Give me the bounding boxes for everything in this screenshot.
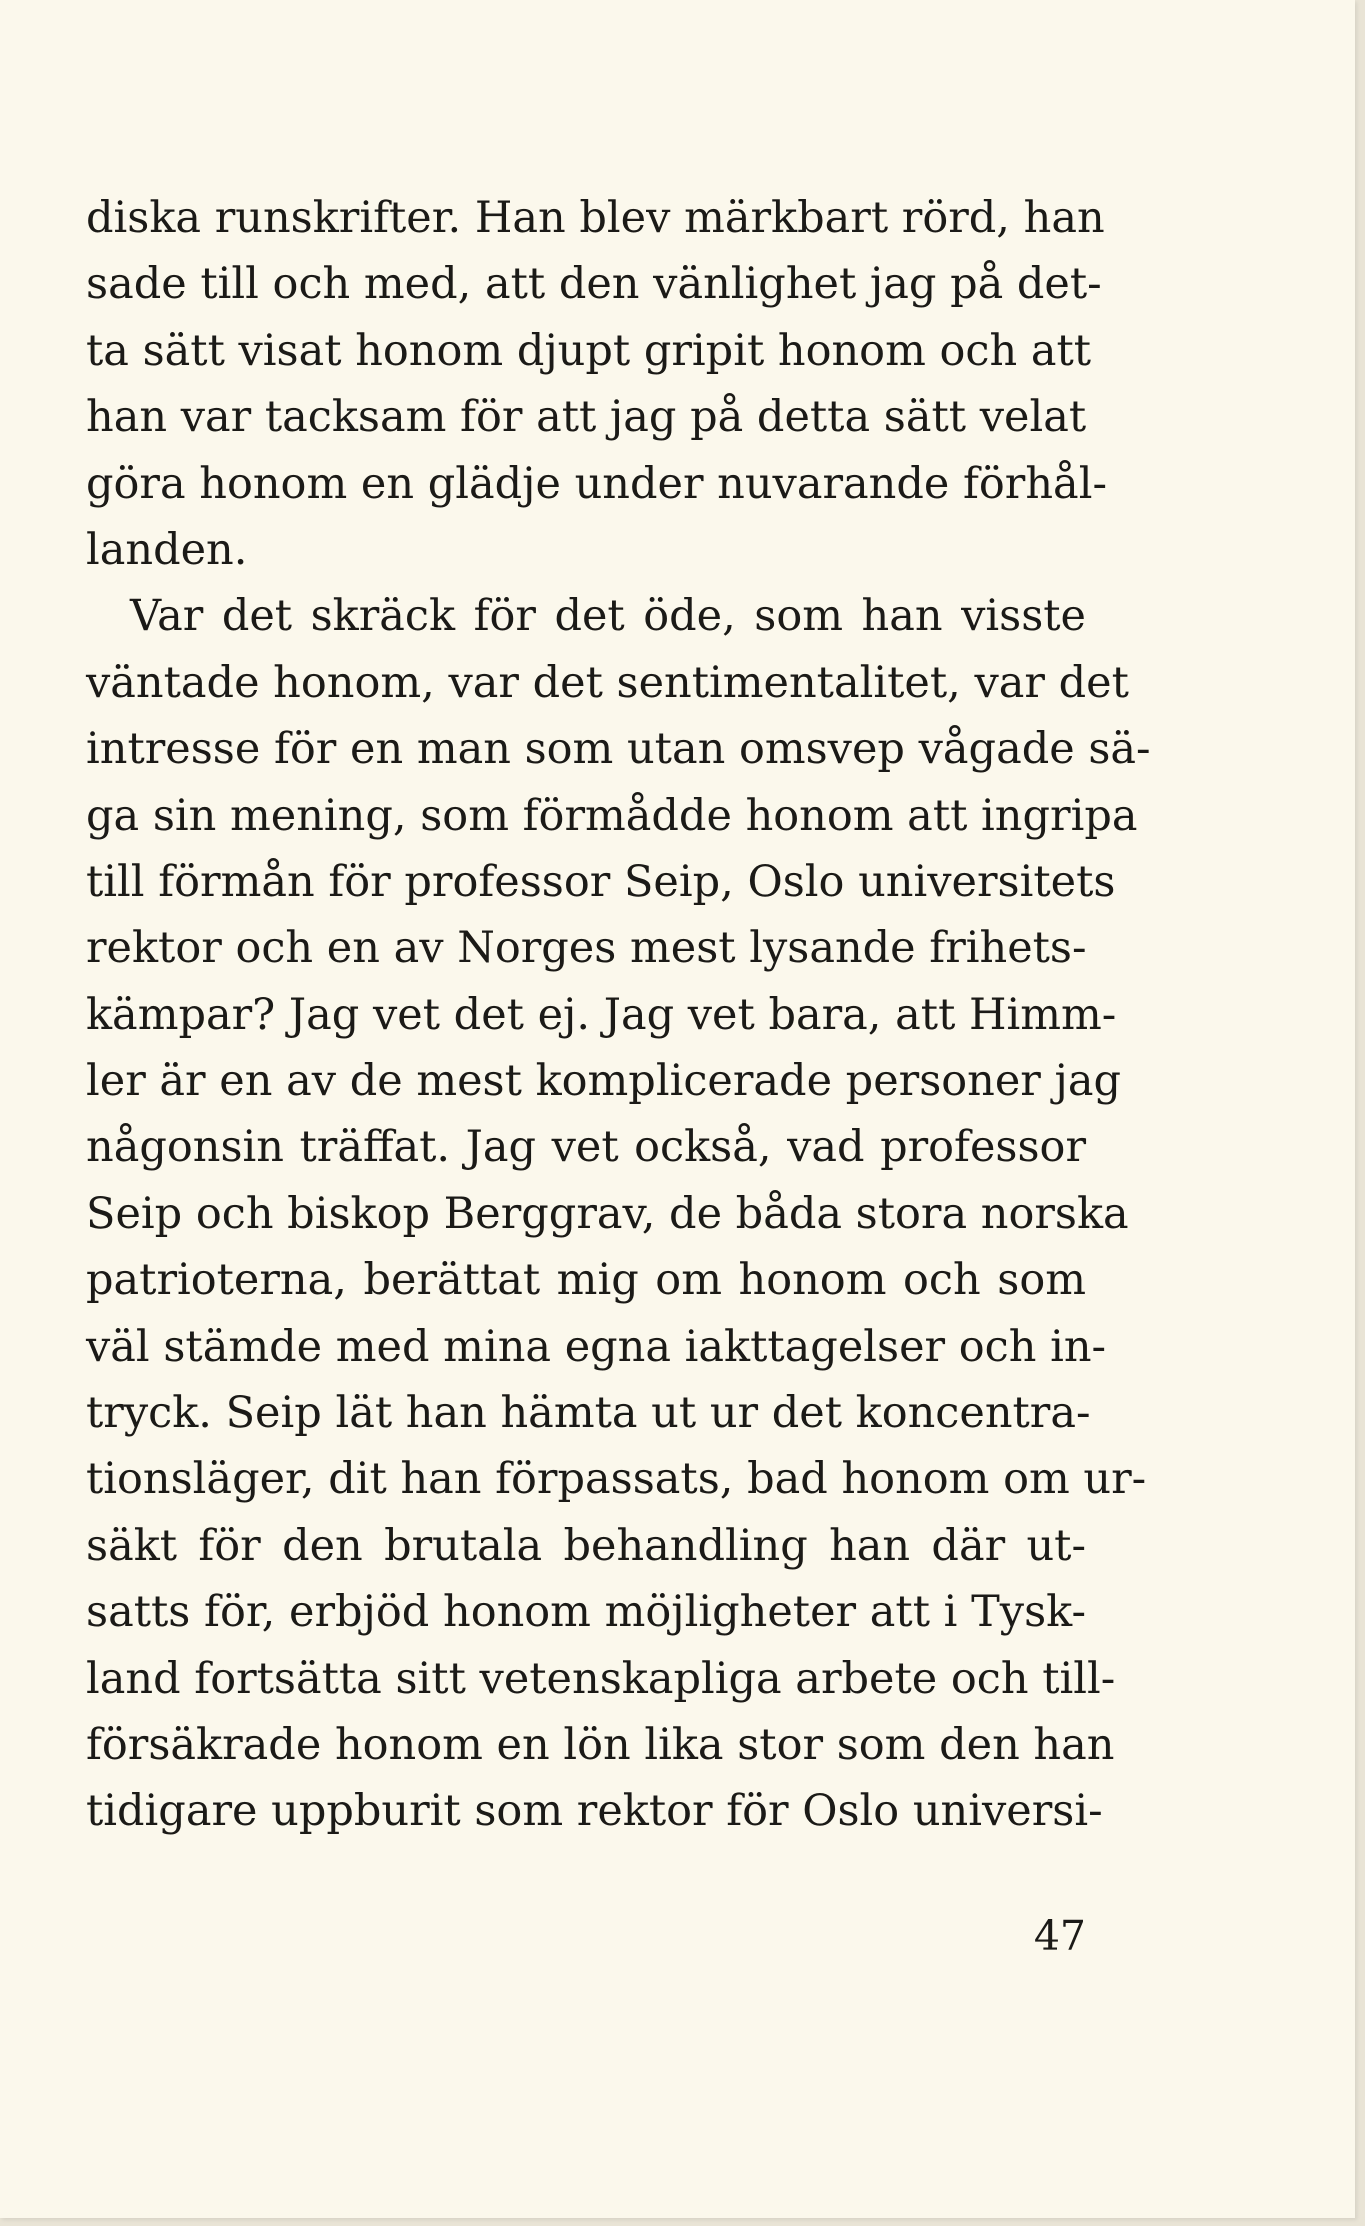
text-line: land fortsätta sitt vetenskapliga arbete och till- xyxy=(86,1653,1116,1704)
text-line: ta sätt visat honom djupt gripit honom och att xyxy=(86,325,1092,376)
text-line: Seip och biskop Berggrav, de båda stora norska xyxy=(86,1188,1129,1239)
text-line: säkt för den brutala behandling han där ut- xyxy=(86,1520,1086,1571)
text-line: satts för, erbjöd honom möjligheter att i Tysk- xyxy=(86,1587,1086,1638)
text-line: någonsin träffat. Jag vet också, vad professor xyxy=(86,1122,1086,1173)
text-line: han var tacksam för att jag på detta sätt velat xyxy=(86,392,1087,443)
text-line: väl stämde med mina egna iakttagelser och in- xyxy=(86,1321,1107,1372)
text-line: kämpar? Jag vet det ej. Jag vet bara, att Himm- xyxy=(86,989,1117,1040)
text-line: diska runskrifter. Han blev märkbart rörd, han xyxy=(86,193,1105,243)
page-number: 47 xyxy=(1033,1912,1086,1960)
text-line: försäkrade honom en lön lika stor som den han xyxy=(86,1719,1115,1770)
text-line: till förmån för professor Seip, Oslo universitets xyxy=(86,856,1116,907)
body-text xyxy=(86,185,1151,1845)
text-line: sade till och med, att den vänlighet jag på det- xyxy=(86,259,1102,310)
text-line: rektor och en av Norges mest lysande frihets- xyxy=(86,923,1087,974)
text-line: tionsläger, dit han förpassats, bad honom om ur- xyxy=(86,1454,1147,1505)
text-line: göra honom en glädje under nuvarande förhål- xyxy=(86,458,1107,509)
text-line: landen. xyxy=(86,524,248,575)
text-line: ler är en av de mest komplicerade personer jag xyxy=(86,1056,1122,1107)
text-line: tidigare uppburit som rektor för Oslo universi- xyxy=(86,1786,1103,1837)
text-line: intresse för en man som utan omsvep vågade sä- xyxy=(86,724,1151,775)
text-line: ga sin mening, som förmådde honom att ingripa xyxy=(86,790,1138,841)
text-line: Var det skräck för det öde, som han visste xyxy=(130,591,1086,642)
text-line: patrioterna, berättat mig om honom och som xyxy=(86,1255,1086,1306)
text-line: tryck. Seip lät han hämta ut ur det koncentra- xyxy=(86,1388,1091,1439)
text-line: väntade honom, var det sentimentalitet, var det xyxy=(86,657,1129,708)
